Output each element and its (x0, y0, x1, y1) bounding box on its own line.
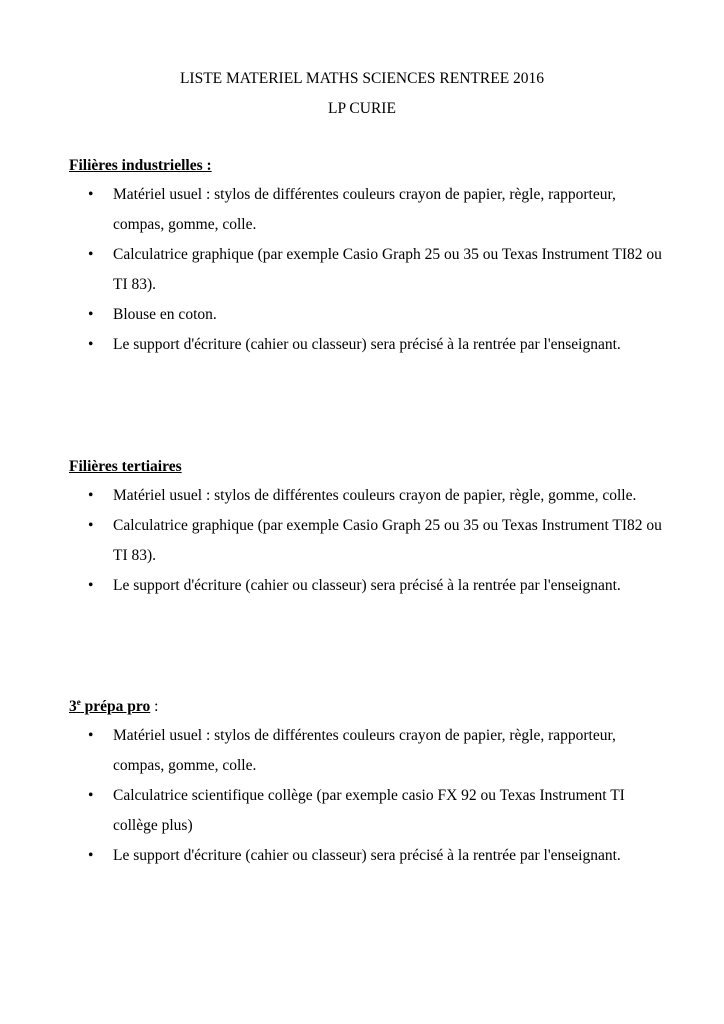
section-heading-text: prépa pro (80, 698, 151, 715)
item-list (69, 180, 669, 360)
bullet-icon: • (88, 517, 94, 534)
list-item (69, 481, 669, 511)
bullet-icon: • (88, 577, 94, 594)
bullet-icon: • (88, 787, 94, 804)
list-item-text: Calculatrice graphique (par exemple Casio Graph 25 ou 35 ou Texas Instrument TI82 ou TI 83). (113, 517, 662, 564)
section-prepa-pro (69, 697, 669, 871)
bullet-icon: • (88, 487, 94, 504)
section-heading: Filières industrielles : (69, 157, 212, 174)
item-list (69, 721, 669, 871)
list-item-text: Calculatrice graphique (par exemple Casio Graph 25 ou 35 ou Texas Instrument TI82 ou TI 83). (113, 246, 662, 293)
list-item (69, 721, 669, 781)
bullet-icon: • (88, 847, 94, 864)
bullet-icon: • (88, 306, 94, 323)
list-item-text: Matériel usuel : stylos de différentes couleurs crayon de papier, règle, gomme, colle. (113, 487, 637, 504)
section-tertiaires (69, 457, 669, 601)
list-item (69, 781, 669, 841)
list-item-text: Blouse en coton. (113, 306, 217, 323)
list-item (69, 330, 669, 360)
list-item (69, 841, 669, 871)
list-item (69, 180, 669, 240)
item-list (69, 481, 669, 601)
section-industrielles (69, 156, 669, 360)
document-title: LISTE MATERIEL MATHS SCIENCES RENTREE 2016 (179, 70, 545, 87)
document-subtitle: LP CURIE (328, 100, 396, 117)
list-item-text: Calculatrice scientifique collège (par exemple casio FX 92 ou Texas Instrument TI collège plus) (113, 787, 625, 834)
list-item (69, 571, 669, 601)
section-heading: Filières tertiaires (69, 458, 182, 475)
list-item-text: Matériel usuel : stylos de différentes couleurs crayon de papier, règle, rapporteur, compas, gomme, colle. (113, 186, 616, 233)
section-heading (69, 697, 669, 717)
list-item (69, 300, 669, 330)
section-heading-suffix: : (150, 698, 159, 715)
bullet-icon: • (88, 246, 94, 263)
bullet-icon: • (88, 186, 94, 203)
bullet-icon: • (88, 727, 94, 744)
section-heading-superscript: e (76, 696, 81, 707)
list-item-text: Le support d'écriture (cahier ou classeur) sera précisé à la rentrée par l'enseignant. (113, 847, 621, 864)
list-item-text: Matériel usuel : stylos de différentes couleurs crayon de papier, règle, rapporteur, compas, gomme, colle. (113, 727, 616, 774)
list-item (69, 511, 669, 571)
list-item-text: Le support d'écriture (cahier ou classeur) sera précisé à la rentrée par l'enseignant. (113, 336, 621, 353)
list-item (69, 240, 669, 300)
bullet-icon: • (88, 336, 94, 353)
section-heading-number: 3 (69, 698, 77, 715)
list-item-text: Le support d'écriture (cahier ou classeur) sera précisé à la rentrée par l'enseignant. (113, 577, 621, 594)
